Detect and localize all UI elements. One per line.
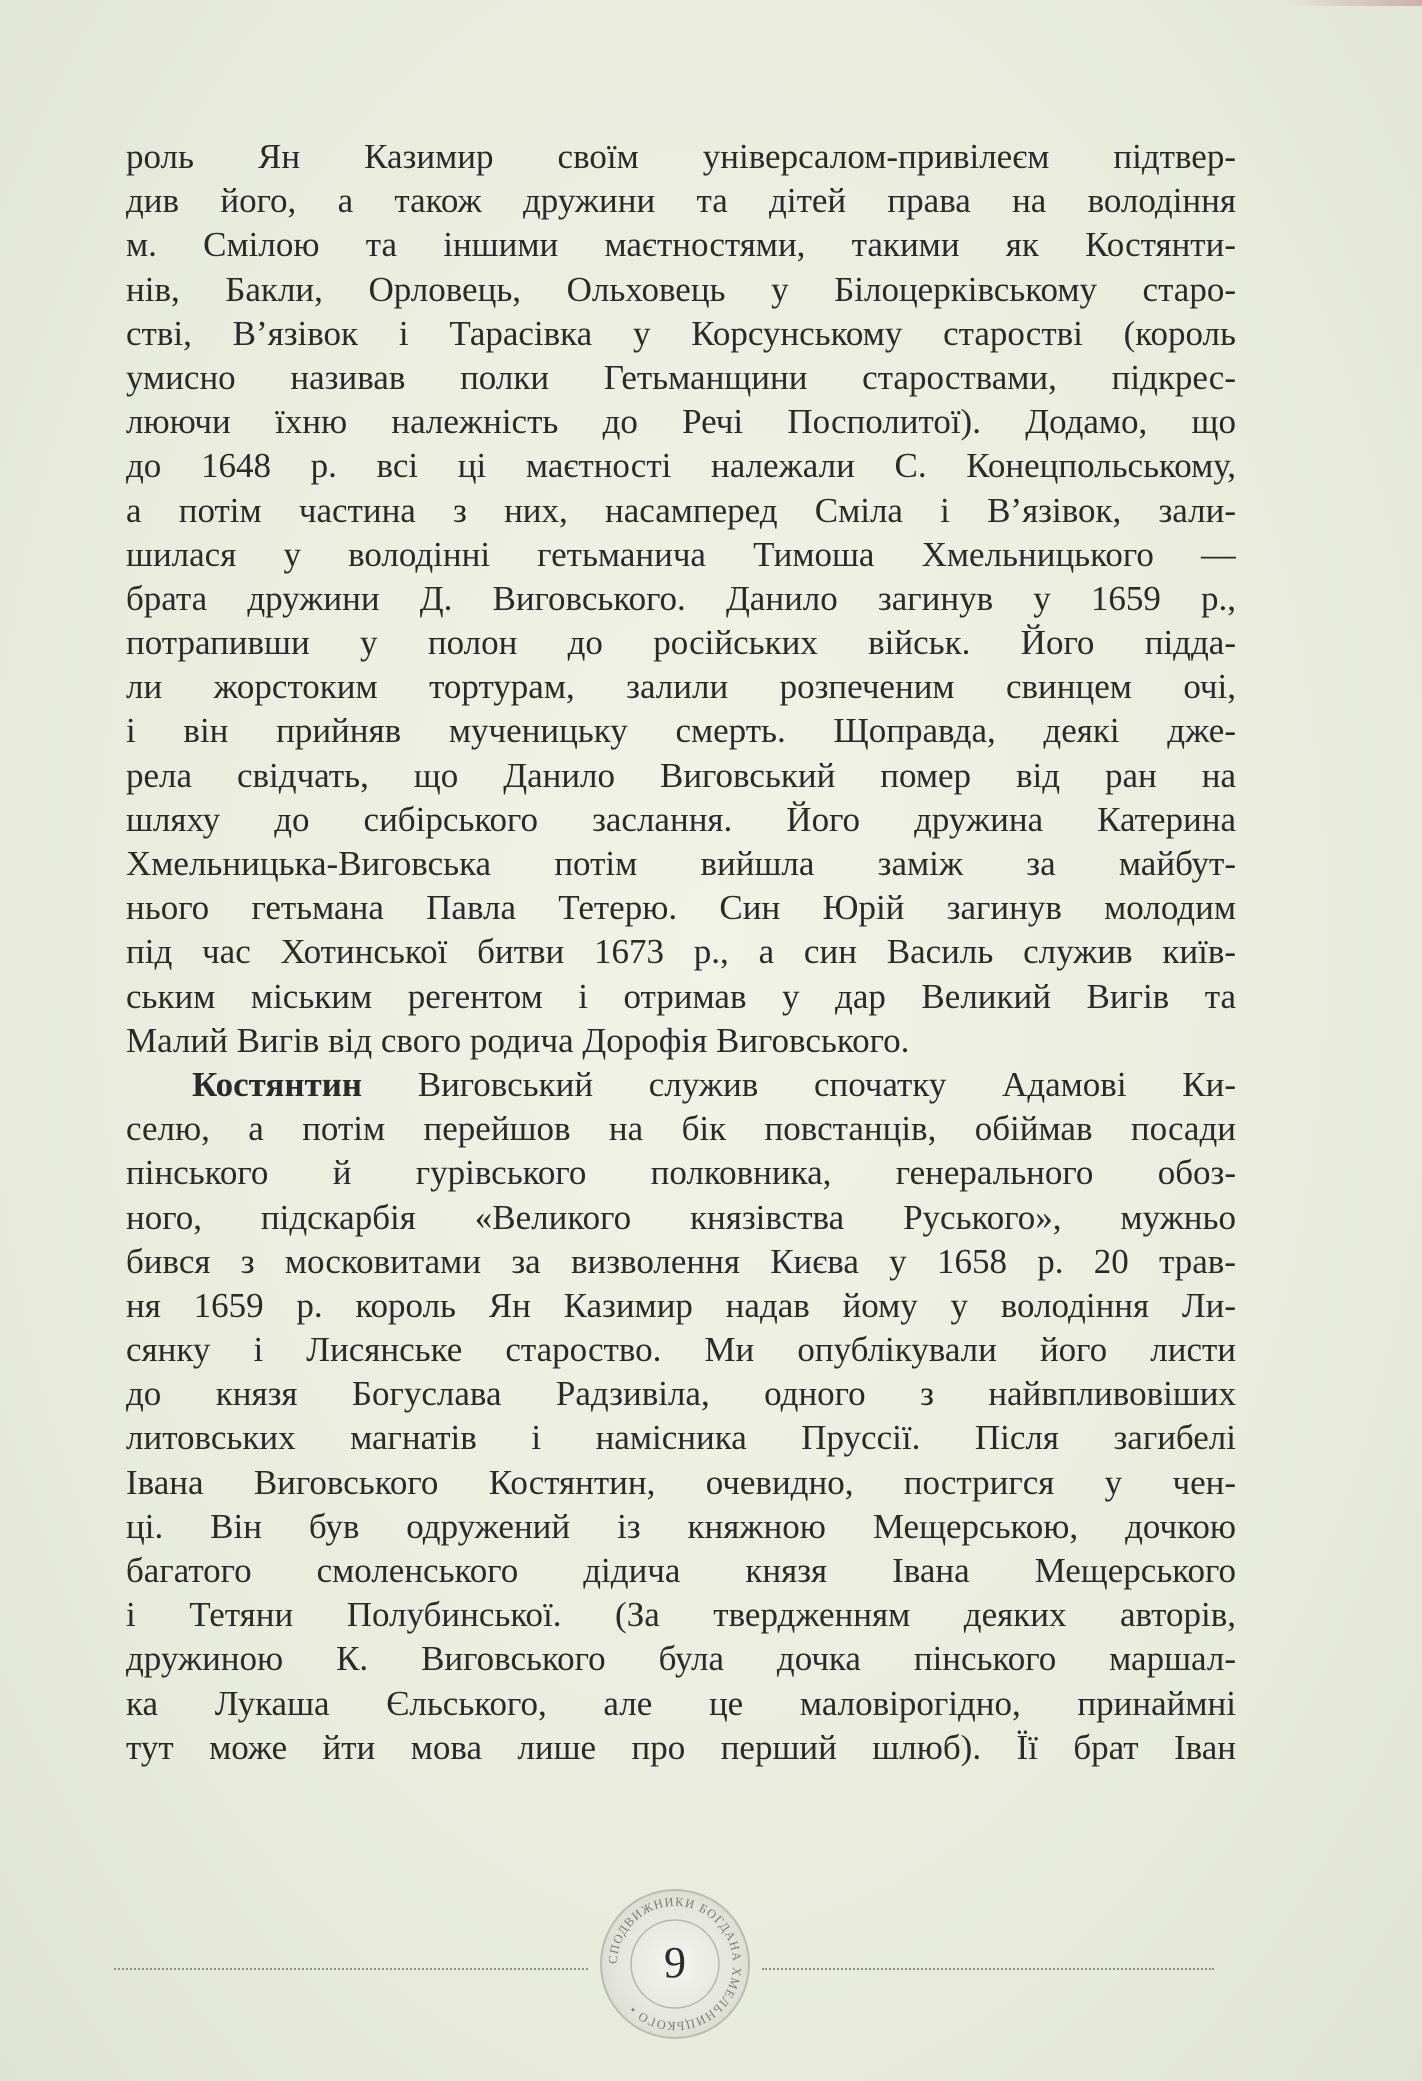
text-line: до 1648 р. всі ці маєтності належали С. Конецпольському, — [126, 446, 1236, 486]
text-line: люючи їхню належність до Речі Посполитої). Додамо, що — [126, 402, 1236, 442]
text-line: ка Лукаша Єльського, але це маловірогідно, принаймні — [126, 1683, 1236, 1723]
text-line: до князя Богуслава Радзивіла, одного з найвпливовіших — [126, 1374, 1236, 1414]
text-line: потрапивши у полон до російських військ. Його підда- — [126, 623, 1236, 663]
footer-rule-left — [114, 1968, 588, 1970]
page-top-edge — [1282, 0, 1422, 6]
text-line: шилася у володінні гетьманича Тимоша Хмельницького — — [126, 534, 1236, 574]
text-line: дружиною К. Виговського була дочка пінського маршал- — [126, 1639, 1236, 1679]
text-line: Хмельницька-Виговська потім вийшла заміж за майбут- — [126, 844, 1236, 883]
text-line: нього гетьмана Павла Тетерю. Син Юрій загинув молодим — [126, 888, 1236, 928]
paragraph-lead-name: Костянтин — [192, 1064, 363, 1104]
text-line: шляху до сибірського заслання. Його дружина Катерина — [126, 799, 1236, 839]
text-line: роль Ян Казимир своїм універсалом-привілеєм підтвер- — [126, 137, 1236, 176]
text-line: сянку і Лисянське староство. Ми опублікували його листи — [126, 1330, 1236, 1370]
paragraph-lead-rest: Виговський служив спочатку Адамові Ки- — [362, 1064, 1236, 1104]
text-line: Малий Вигів від свого родича Дорофія Виговського. — [126, 1020, 910, 1060]
text-line: і він прийняв мученицьку смерть. Щоправда, деякі дже- — [126, 711, 1236, 751]
text-line: тут може йти мова лише про перший шлюб). Її брат Іван — [126, 1727, 1236, 1767]
text-line: стві, В’язівок і Тарасівка у Корсунському старостві (король — [126, 313, 1236, 353]
text-line: багатого смоленського дідича князя Івана Мещерського — [126, 1551, 1236, 1590]
text-line: ного, підскарбія «Великого князівства Руського», мужньо — [126, 1197, 1236, 1237]
text-line: ня 1659 р. король Ян Казимир надав йому у володіння Ли- — [126, 1285, 1236, 1325]
text-line: а потім частина з них, насамперед Сміла і В’язівок, зали- — [126, 490, 1236, 530]
text-line: бився з московитами за визволення Києва у 1658 р. 20 трав- — [126, 1241, 1236, 1281]
text-line: брата дружини Д. Виговського. Данило загинув у 1659 р., — [126, 578, 1236, 618]
page-number-seal — [600, 1889, 750, 2039]
text-line: під час Хотинської битви 1673 р., а син Василь служив київ- — [126, 932, 1236, 972]
text-line: нів, Бакли, Орловець, Ольховець у Білоцерківському старо- — [126, 269, 1236, 309]
text-line: пінського й гурівського полковника, генерального обоз- — [126, 1153, 1236, 1193]
footer-rule-right — [762, 1968, 1214, 1970]
text-line: ським міським регентом і отримав у дар Великий Вигів та — [126, 976, 1236, 1016]
seal-text: СПОДВИЖНИКИ БОГДАНА ХМЕЛЬНИЦЬКОГО • — [605, 1894, 745, 2034]
text-line: див його, а також дружини та дітей права на володіння — [126, 181, 1236, 221]
text-line: умисно називав полки Гетьманщини староствами, підкрес- — [126, 357, 1236, 397]
paragraph-lead-line — [126, 1063, 1236, 1107]
text-line: селю, а потім перейшов на бік повстанців, обіймав посади — [126, 1109, 1236, 1149]
page-number: 9 — [664, 1938, 686, 1987]
text-line: рела свідчать, що Данило Виговський помер від ран на — [126, 755, 1236, 795]
text-line: м. Смілою та іншими маєтностями, такими як Костянти- — [126, 225, 1236, 265]
body-text — [126, 135, 1236, 1770]
text-line: і Тетяни Полубинської. (За твердженням деяких авторів, — [126, 1595, 1236, 1635]
text-line: ці. Він був одружений із княжною Мещерською, дочкою — [126, 1506, 1236, 1546]
text-line: Івана Виговського Костянтин, очевидно, постригся у чен- — [126, 1462, 1236, 1502]
text-line: ли жорстоким тортурам, залили розпеченим свинцем очі, — [126, 667, 1236, 707]
text-line: литовських магнатів і намісника Пруссії. Після загибелі — [126, 1418, 1236, 1458]
